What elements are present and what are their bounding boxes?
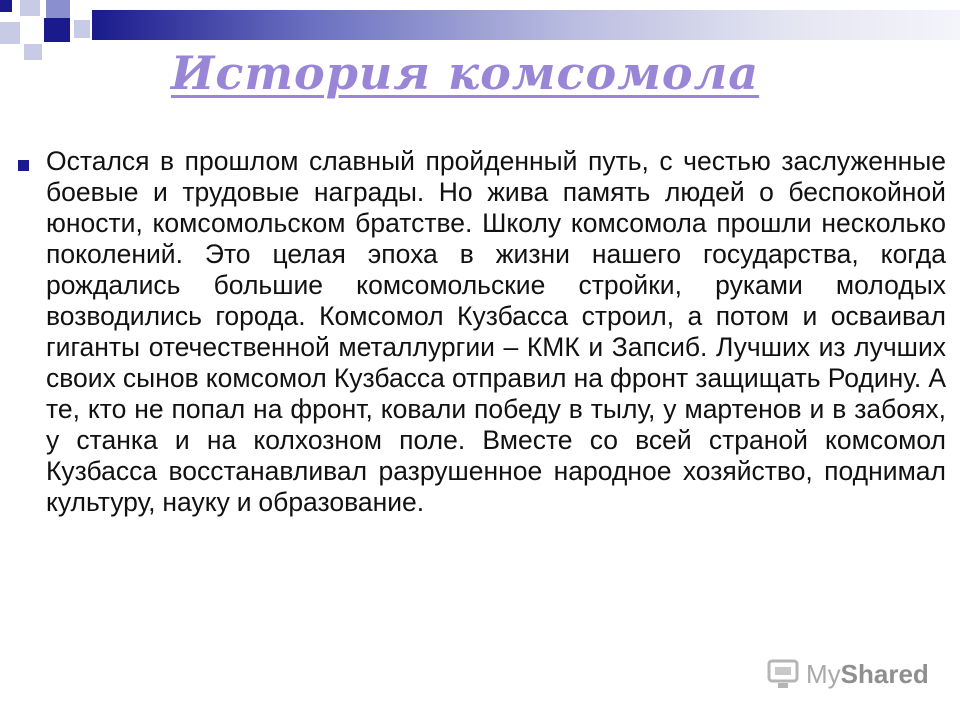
decor-square — [44, 18, 70, 42]
decor-square — [46, 0, 70, 18]
decor-square — [20, 0, 40, 16]
body-paragraph: Остался в прошлом славный пройденный путь, с честью заслуженные боевые и трудовые награды. Но жива память людей о беспокойной юности, комсомольском братстве. Школу комсомола прошли несколько поколений. Это целая эпоха в жизни нашего государства, когда рождались большие комсомольские стройки, руками молодых возводились города. Комсомол Кузбасса строил, а потом и осваивал гиганты отечественной металлургии – КМК и Запсиб. Лучших из лучших своих сынов комсомол Кузбасса отправил на фронт защищать Родину. А те, кто не попал на фронт, ковали победу в тылу, у мартенов и в забоях, у станка и на колхозном поле. Вместе со всей страной комсомол Кузбасса восстанавливал разрушенное народное хозяйство, поднимал культуру, науку и образование. — [46, 146, 946, 517]
watermark — [766, 656, 929, 692]
mysharedlogo-icon — [766, 658, 800, 690]
decor-square — [74, 20, 90, 38]
slide-title: История комсомола — [170, 46, 760, 100]
decor-square — [0, 22, 20, 44]
watermark-text-my: My — [806, 658, 841, 689]
decor-square — [0, 0, 12, 12]
square-bullet-icon — [18, 160, 29, 171]
header-gradient-bar — [92, 10, 960, 40]
content-area — [18, 146, 948, 518]
watermark-text-shared: Shared — [840, 658, 929, 689]
